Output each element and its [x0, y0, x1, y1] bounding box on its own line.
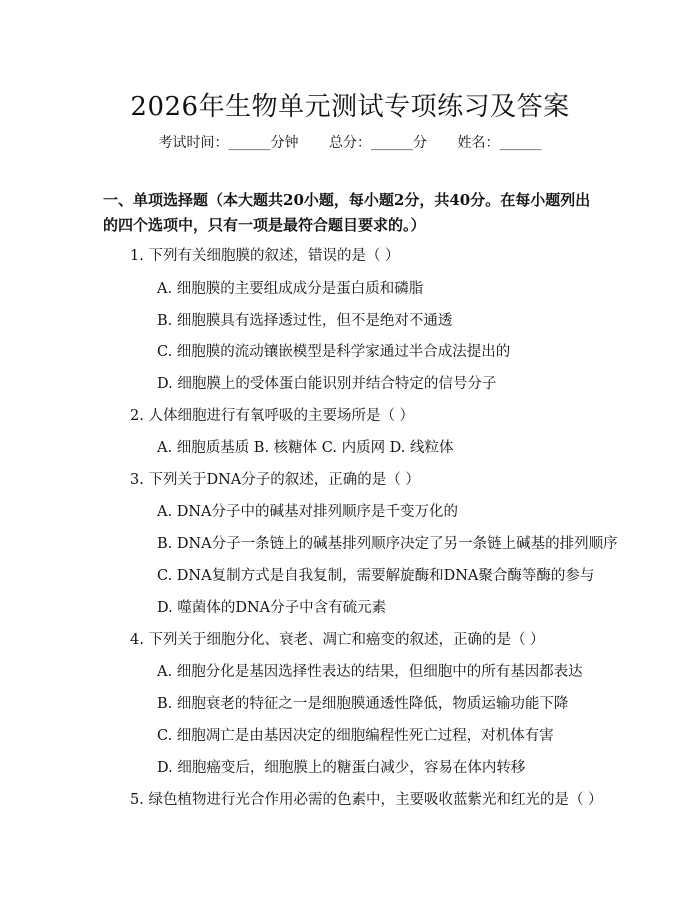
option-c: C. DNA复制方式是自我复制，需要解旋酶和DNA聚合酶等酶的参与	[157, 568, 595, 584]
option-c: C. 细胞膜的流动镶嵌模型是科学家通过半合成法提出的	[157, 344, 511, 360]
option-b: B. 细胞膜具有选择透过性，但不是绝对不通透	[157, 313, 453, 329]
option-a: A. DNA分子中的碱基对排列顺序是千变万化的	[157, 504, 458, 520]
student-name-field: 姓名：______	[457, 135, 542, 151]
exam-info-line	[0, 132, 700, 152]
exam-time-field: 考试时间：______分钟	[158, 135, 299, 151]
options-inline: A. 细胞质基质 B. 核糖体 C. 内质网 D. 线粒体	[157, 440, 454, 456]
total-score-field: 总分：______分	[329, 135, 427, 151]
option-c: C. 细胞凋亡是由基因决定的细胞编程性死亡过程，对机体有害	[157, 728, 554, 744]
option-b: B. DNA分子一条链上的碱基排列顺序决定了另一条链上碱基的排列顺序	[157, 536, 618, 552]
option-b: B. 细胞衰老的特征之一是细胞膜通透性降低，物质运输功能下降	[157, 696, 569, 712]
question-stem: 4. 下列关于细胞分化、衰老、凋亡和癌变的叙述，正确的是（ ）	[130, 632, 545, 648]
question-stem: 1. 下列有关细胞膜的叙述，错误的是（ ）	[130, 248, 400, 264]
option-d: D. 噬菌体的DNA分子中含有硫元素	[157, 600, 387, 616]
question-stem: 3. 下列关于DNA分子的叙述，正确的是（ ）	[130, 472, 420, 488]
page-title: 2026年生物单元测试专项练习及答案	[130, 92, 570, 122]
question-stem: 2. 人体细胞进行有氧呼吸的主要场所是（ ）	[130, 408, 415, 424]
option-d: D. 细胞膜上的受体蛋白能识别并结合特定的信号分子	[157, 376, 497, 392]
question-stem: 5. 绿色植物进行光合作用必需的色素中，主要吸收蓝紫光和红光的是（ ）	[130, 792, 603, 808]
option-a: A. 细胞分化是基因选择性表达的结果，但细胞中的所有基因都表达	[157, 664, 583, 680]
section-heading: 一、单项选择题（本大题共20小题，每小题2分，共40分。在每小题列出的四个选项中，只有一项是最符合题目要求的。）	[103, 191, 591, 234]
option-a: A. 细胞膜的主要组成成分是蛋白质和磷脂	[157, 281, 424, 297]
option-d: D. 细胞癌变后，细胞膜上的糖蛋白减少，容易在体内转移	[157, 760, 526, 776]
